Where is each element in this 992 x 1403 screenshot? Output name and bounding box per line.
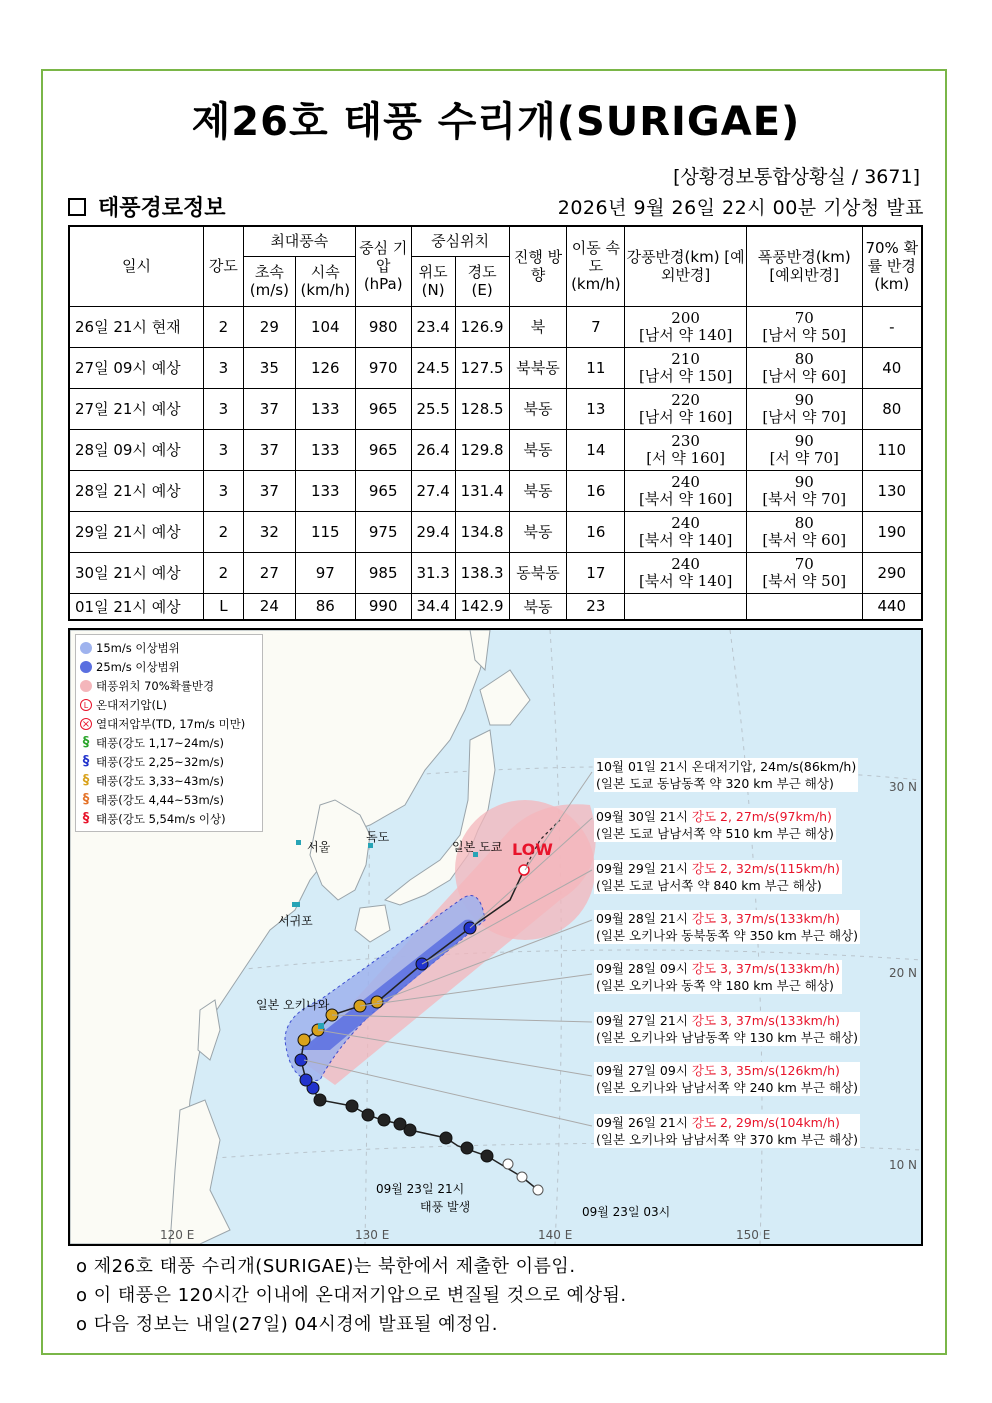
lat-30n: 30 N bbox=[888, 780, 917, 794]
cell-int: L bbox=[203, 593, 243, 620]
storm-exception: [서 약 70] bbox=[769, 448, 839, 467]
cell-storm bbox=[746, 306, 862, 347]
cell-time: 30일 21시 예상 bbox=[69, 552, 203, 593]
cell-lat: 27.4 bbox=[411, 470, 455, 511]
storm-radius: 70 bbox=[794, 308, 814, 327]
cell-time: 01일 21시 예상 bbox=[69, 593, 203, 620]
cell-spd: 13 bbox=[567, 388, 625, 429]
typhoon-marker bbox=[394, 1118, 406, 1130]
cell-storm bbox=[746, 429, 862, 470]
legend-label: 태풍(강도 5,54m/s 이상) bbox=[96, 811, 226, 826]
typhoon-marker bbox=[378, 1114, 390, 1126]
gale-exception: [북서 약 140] bbox=[638, 571, 733, 590]
cell-lat: 34.4 bbox=[411, 593, 455, 620]
gale-radius: 230 bbox=[671, 431, 700, 450]
callout-time: 09월 30일 21시 bbox=[596, 809, 692, 824]
cell-kmh: 133 bbox=[295, 470, 355, 511]
cell-gale bbox=[625, 552, 747, 593]
storm-radius: 90 bbox=[794, 390, 814, 409]
department-label: [상황경보통합상황실 / 3671] bbox=[673, 166, 920, 188]
typhoon-track-map bbox=[68, 628, 923, 1246]
legend-label: 15m/s 이상범위 bbox=[96, 640, 180, 655]
typhoon-intensity-4-icon: § bbox=[82, 791, 90, 807]
cell-kmh: 86 bbox=[295, 593, 355, 620]
legend-item bbox=[80, 809, 258, 828]
cell-time: 28일 09시 예상 bbox=[69, 429, 203, 470]
callout-line1 bbox=[596, 910, 858, 927]
cell-spd: 7 bbox=[567, 306, 625, 347]
cell-dir: 북동 bbox=[509, 593, 567, 620]
callout-intensity: 강도 3, 37m/s(133km/h) bbox=[691, 1013, 840, 1028]
cell-int: 3 bbox=[203, 347, 243, 388]
header-intensity: 강도 bbox=[203, 226, 243, 306]
track-callout bbox=[594, 808, 836, 842]
section-title: 태풍경로정보 bbox=[98, 196, 226, 221]
page-title: 제26호 태풍 수리개(SURIGAE) bbox=[191, 99, 801, 145]
legend-item bbox=[80, 676, 258, 695]
formed-label: 태풍 발생 bbox=[420, 1200, 471, 1214]
table-row bbox=[69, 593, 922, 620]
cell-kmh: 104 bbox=[295, 306, 355, 347]
tropical-depression-icon: × bbox=[81, 718, 91, 730]
typhoon-marker bbox=[362, 1109, 374, 1121]
typhoon-intensity-3-icon: § bbox=[82, 772, 90, 788]
notes bbox=[76, 1252, 627, 1339]
gale-radius: 240 bbox=[671, 472, 700, 491]
typhoon-marker bbox=[298, 1034, 310, 1046]
cell-int: 3 bbox=[203, 429, 243, 470]
callout-intensity: 강도 3, 35m/s(126km/h) bbox=[691, 1063, 840, 1078]
track-callout bbox=[594, 758, 858, 792]
cell-gale bbox=[625, 593, 747, 620]
cell-int: 2 bbox=[203, 552, 243, 593]
header-direction: 진행 방향 bbox=[509, 226, 567, 306]
gale-radius: 220 bbox=[671, 390, 700, 409]
storm-exception: [북서 약 60] bbox=[762, 530, 847, 549]
cell-lon: 134.8 bbox=[455, 511, 509, 552]
track-callout bbox=[594, 1114, 860, 1148]
cell-dir: 북동 bbox=[509, 429, 567, 470]
callout-location: (일본 오키나와 남남서쪽 약 370 km 부근 해상) bbox=[596, 1132, 858, 1147]
cell-time: 26일 21시 현재 bbox=[69, 306, 203, 347]
storm-radius: 90 bbox=[794, 431, 814, 450]
tropical-depression-marker bbox=[503, 1159, 513, 1169]
cell-lon: 128.5 bbox=[455, 388, 509, 429]
legend-item bbox=[80, 695, 258, 714]
typhoon-marker bbox=[440, 1132, 452, 1144]
callout-time: 09월 26일 21시 bbox=[596, 1115, 692, 1130]
header-gale: 강풍반경(km) [예외반경] bbox=[625, 226, 747, 306]
cell-ms: 35 bbox=[243, 347, 295, 388]
gale-exception: [북서 약 140] bbox=[638, 530, 733, 549]
lon-140e: 140 E bbox=[538, 1228, 573, 1242]
callout-intensity: 강도 2, 29m/s(104km/h) bbox=[691, 1115, 840, 1130]
cell-gale bbox=[625, 511, 747, 552]
gale-radius: 200 bbox=[671, 308, 700, 327]
callout-intensity: 강도 2, 32m/s(115km/h) bbox=[691, 861, 840, 876]
cell-time: 27일 21시 예상 bbox=[69, 388, 203, 429]
cell-ms: 37 bbox=[243, 470, 295, 511]
cell-ms: 37 bbox=[243, 388, 295, 429]
cell-storm bbox=[746, 388, 862, 429]
header-center: 중심위치 bbox=[411, 226, 509, 256]
cell-spd: 11 bbox=[567, 347, 625, 388]
legend-label: 태풍(강도 2,25~32m/s) bbox=[96, 754, 225, 769]
cell-dir: 동북동 bbox=[509, 552, 567, 593]
cell-storm bbox=[746, 347, 862, 388]
callout-location: (일본 도쿄 남남서쪽 약 510 km 부근 해상) bbox=[596, 826, 834, 841]
storm-radius: 80 bbox=[794, 513, 814, 532]
gale-exception: [서 약 160] bbox=[646, 448, 726, 467]
header-lon: 경도 (E) bbox=[455, 256, 509, 306]
cell-spd: 16 bbox=[567, 511, 625, 552]
callout-location: (일본 오키나와 남남동쪽 약 130 km 부근 해상) bbox=[596, 1030, 858, 1045]
gale-exception: [남서 약 160] bbox=[638, 407, 733, 426]
callout-line1 bbox=[596, 808, 834, 825]
legend-label: 열대저압부(TD, 17m/s 미만) bbox=[96, 716, 246, 731]
cell-time: 27일 09시 예상 bbox=[69, 347, 203, 388]
gale-exception: [북서 약 160] bbox=[638, 489, 733, 508]
cell-hpa: 975 bbox=[355, 511, 411, 552]
cell-storm bbox=[746, 593, 862, 620]
header-probability: 70% 확률 반경 (km) bbox=[862, 226, 922, 306]
callout-time: 09월 27일 21시 bbox=[596, 1013, 692, 1028]
cell-lat: 23.4 bbox=[411, 306, 455, 347]
table-row bbox=[69, 388, 922, 429]
place-okinawa: 일본 오키나와 bbox=[256, 998, 330, 1012]
callout-time: 09월 28일 09시 bbox=[596, 961, 692, 976]
storm-exception: [남서 약 50] bbox=[762, 325, 847, 344]
callout-time: 09월 29일 21시 bbox=[596, 861, 692, 876]
place-seoul: 서울 bbox=[307, 840, 331, 854]
track-callout bbox=[594, 860, 842, 894]
cell-storm bbox=[746, 470, 862, 511]
cell-lon: 138.3 bbox=[455, 552, 509, 593]
typhoon-intensity-5-icon: § bbox=[82, 810, 90, 826]
lon-130e: 130 E bbox=[355, 1228, 390, 1242]
header-wind-kmh: 시속 (km/h) bbox=[295, 256, 355, 306]
cell-lat: 25.5 bbox=[411, 388, 455, 429]
storm-exception: [남서 약 70] bbox=[762, 407, 847, 426]
legend-item bbox=[80, 638, 258, 657]
cell-prob: 440 bbox=[862, 593, 922, 620]
callout-line1 bbox=[596, 1012, 858, 1029]
cell-spd: 14 bbox=[567, 429, 625, 470]
callout-line1 bbox=[596, 860, 840, 877]
cell-dir: 북북동 bbox=[509, 347, 567, 388]
cell-dir: 북동 bbox=[509, 470, 567, 511]
header-wind-ms: 초속 (m/s) bbox=[243, 256, 295, 306]
cell-int: 3 bbox=[203, 470, 243, 511]
cell-spd: 16 bbox=[567, 470, 625, 511]
cell-lat: 31.3 bbox=[411, 552, 455, 593]
cell-gale bbox=[625, 388, 747, 429]
callout-location: (일본 도쿄 남서쪽 약 840 km 부근 해상) bbox=[596, 878, 822, 893]
formed-time-label: 09월 23일 21시 bbox=[376, 1182, 465, 1196]
callout-time: 10월 01일 21시 온대저기압, 24m/s(86km/h) bbox=[596, 759, 857, 774]
track-callout bbox=[594, 1062, 860, 1096]
cell-kmh: 115 bbox=[295, 511, 355, 552]
track-callout bbox=[594, 960, 842, 994]
lon-120e: 120 E bbox=[160, 1228, 195, 1242]
callout-line1 bbox=[596, 1062, 858, 1079]
cell-gale bbox=[625, 347, 747, 388]
cell-time: 29일 21시 예상 bbox=[69, 511, 203, 552]
cell-hpa: 965 bbox=[355, 470, 411, 511]
tropical-depression-marker bbox=[533, 1185, 543, 1195]
header-storm: 폭풍반경(km) [예외반경] bbox=[746, 226, 862, 306]
table-row bbox=[69, 306, 922, 347]
cell-spd: 17 bbox=[567, 552, 625, 593]
storm-radius: 80 bbox=[794, 349, 814, 368]
map-legend bbox=[75, 634, 263, 832]
table-row bbox=[69, 429, 922, 470]
callout-line1 bbox=[596, 1114, 858, 1131]
legend-label: 태풍(강도 4,44~53m/s) bbox=[96, 792, 225, 807]
note-2: o 이 태풍은 120시간 이내에 온대저기압으로 변질될 것으로 예상됨. bbox=[76, 1285, 627, 1306]
legend-item bbox=[80, 752, 258, 771]
cell-prob: 40 bbox=[862, 347, 922, 388]
callout-intensity: 강도 3, 37m/s(133km/h) bbox=[691, 911, 840, 926]
cell-storm bbox=[746, 511, 862, 552]
header-max-wind: 최대풍속 bbox=[243, 226, 355, 256]
cell-kmh: 97 bbox=[295, 552, 355, 593]
low-label: LOW bbox=[512, 840, 553, 859]
cell-lon: 126.9 bbox=[455, 306, 509, 347]
legend-item bbox=[80, 733, 258, 752]
cell-kmh: 133 bbox=[295, 429, 355, 470]
legend-item bbox=[80, 657, 258, 676]
low-pressure-icon: L bbox=[80, 699, 92, 711]
cell-kmh: 133 bbox=[295, 388, 355, 429]
lon-150e: 150 E bbox=[736, 1228, 771, 1242]
legend-label: 태풍(강도 3,33~43m/s) bbox=[96, 773, 225, 788]
cell-prob: - bbox=[862, 306, 922, 347]
note-3: o 다음 정보는 내일(27일) 04시경에 발표될 예정임. bbox=[76, 1314, 499, 1335]
cell-ms: 24 bbox=[243, 593, 295, 620]
gale-radius: 240 bbox=[671, 513, 700, 532]
storm-radius: 90 bbox=[794, 472, 814, 491]
callout-time: 09월 28일 21시 bbox=[596, 911, 692, 926]
cell-int: 2 bbox=[203, 306, 243, 347]
place-tokyo: 일본 도쿄 bbox=[452, 840, 503, 854]
cell-hpa: 965 bbox=[355, 388, 411, 429]
callout-location: (일본 오키나와 남남서쪽 약 240 km 부근 해상) bbox=[596, 1080, 858, 1095]
cell-prob: 80 bbox=[862, 388, 922, 429]
start-label: 09월 23일 03시 bbox=[582, 1205, 671, 1219]
typhoon-marker bbox=[314, 1094, 326, 1106]
cell-prob: 130 bbox=[862, 470, 922, 511]
cell-gale bbox=[625, 470, 747, 511]
legend-label: 태풍(강도 1,17~24m/s) bbox=[96, 735, 225, 750]
cell-ms: 29 bbox=[243, 306, 295, 347]
callout-location: (일본 오키나와 동북동쪽 약 350 km 부근 해상) bbox=[596, 928, 858, 943]
typhoon-intensity-2-icon: § bbox=[82, 753, 90, 769]
legend-item bbox=[80, 790, 258, 809]
cell-ms: 37 bbox=[243, 429, 295, 470]
cell-hpa: 965 bbox=[355, 429, 411, 470]
cell-int: 3 bbox=[203, 388, 243, 429]
typhoon-marker bbox=[481, 1150, 493, 1162]
header-pressure: 중심 기압 (hPa) bbox=[355, 226, 411, 306]
callout-location: (일본 도쿄 동남동쪽 약 320 km 부근 해상) bbox=[596, 776, 834, 791]
cell-hpa: 970 bbox=[355, 347, 411, 388]
cell-gale bbox=[625, 429, 747, 470]
place-dokdo: 독도 bbox=[366, 830, 390, 844]
tropical-depression-marker bbox=[517, 1172, 527, 1182]
track-callout bbox=[594, 910, 860, 944]
place-seogwipo: 서귀포 bbox=[278, 914, 313, 928]
checkbox-icon bbox=[68, 198, 86, 216]
cell-hpa: 990 bbox=[355, 593, 411, 620]
track-table bbox=[68, 225, 923, 621]
track-callout bbox=[594, 1012, 860, 1046]
callout-time: 09월 27일 09시 bbox=[596, 1063, 692, 1078]
cell-ms: 32 bbox=[243, 511, 295, 552]
typhoon-intensity-1-icon: § bbox=[82, 734, 90, 750]
table-row bbox=[69, 552, 922, 593]
storm-radius: 70 bbox=[794, 554, 814, 573]
cell-prob: 190 bbox=[862, 511, 922, 552]
legend-label: 태풍위치 70%확률반경 bbox=[96, 678, 215, 693]
cell-gale bbox=[625, 306, 747, 347]
callout-intensity: 강도 3, 37m/s(133km/h) bbox=[691, 961, 840, 976]
header-datetime: 일시 bbox=[69, 226, 203, 306]
cell-lon: 131.4 bbox=[455, 470, 509, 511]
cell-storm bbox=[746, 552, 862, 593]
storm-range-icon bbox=[80, 661, 92, 673]
typhoon-marker bbox=[346, 1100, 358, 1112]
cell-lat: 26.4 bbox=[411, 429, 455, 470]
cell-spd: 23 bbox=[567, 593, 625, 620]
cell-dir: 북동 bbox=[509, 388, 567, 429]
lat-20n: 20 N bbox=[888, 966, 917, 980]
cell-lon: 127.5 bbox=[455, 347, 509, 388]
section-heading bbox=[68, 191, 226, 222]
cell-hpa: 980 bbox=[355, 306, 411, 347]
legend-item bbox=[80, 771, 258, 790]
storm-exception: [북서 약 70] bbox=[762, 489, 847, 508]
typhoon-marker bbox=[300, 1074, 312, 1086]
table-row bbox=[69, 470, 922, 511]
gale-radius: 240 bbox=[671, 554, 700, 573]
legend-item bbox=[80, 714, 258, 733]
cell-ms: 27 bbox=[243, 552, 295, 593]
cell-prob: 290 bbox=[862, 552, 922, 593]
cell-kmh: 126 bbox=[295, 347, 355, 388]
probability-circle-icon bbox=[80, 680, 92, 692]
legend-label: 25m/s 이상범위 bbox=[96, 659, 180, 674]
table-row bbox=[69, 511, 922, 552]
header-lat: 위도 (N) bbox=[411, 256, 455, 306]
legend-label: 온대저기압(L) bbox=[96, 697, 167, 712]
cell-dir: 북 bbox=[509, 306, 567, 347]
note-1: o 제26호 태풍 수리개(SURIGAE)는 북한에서 제출한 이름임. bbox=[76, 1256, 576, 1277]
gale-radius: 210 bbox=[671, 349, 700, 368]
storm-exception: [남서 약 60] bbox=[762, 366, 847, 385]
storm-exception: [북서 약 50] bbox=[762, 571, 847, 590]
cell-lat: 24.5 bbox=[411, 347, 455, 388]
cell-lon: 142.9 bbox=[455, 593, 509, 620]
cell-lon: 129.8 bbox=[455, 429, 509, 470]
callout-line1 bbox=[596, 758, 856, 775]
gale-range-icon bbox=[80, 642, 92, 654]
callout-intensity: 강도 2, 27m/s(97km/h) bbox=[691, 809, 832, 824]
issued-time: 2026년 9월 26일 22시 00분 기상청 발표 bbox=[557, 197, 924, 219]
cell-prob: 110 bbox=[862, 429, 922, 470]
table-row bbox=[69, 347, 922, 388]
callout-line1 bbox=[596, 960, 840, 977]
cell-dir: 북동 bbox=[509, 511, 567, 552]
lat-10n: 10 N bbox=[888, 1158, 917, 1172]
gale-exception: [남서 약 140] bbox=[638, 325, 733, 344]
cell-time: 28일 21시 예상 bbox=[69, 470, 203, 511]
cell-lat: 29.4 bbox=[411, 511, 455, 552]
callout-location: (일본 오키나와 동쪽 약 180 km 부근 해상) bbox=[596, 978, 834, 993]
cell-hpa: 985 bbox=[355, 552, 411, 593]
typhoon-marker bbox=[461, 1142, 473, 1154]
cell-int: 2 bbox=[203, 511, 243, 552]
header-speed: 이동 속도 (km/h) bbox=[567, 226, 625, 306]
gale-exception: [남서 약 150] bbox=[638, 366, 733, 385]
